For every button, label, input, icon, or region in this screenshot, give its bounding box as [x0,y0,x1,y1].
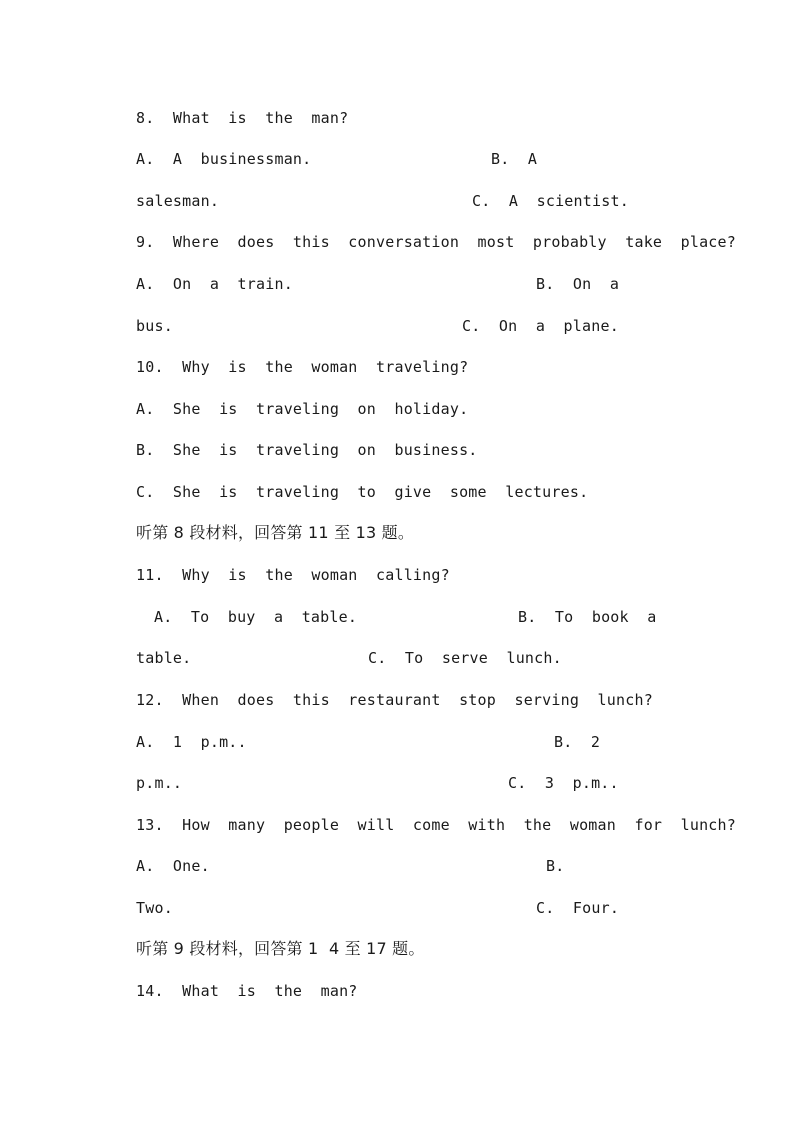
question-10-option-c-row [136,480,676,504]
question-9 [136,230,736,254]
question-10-text: 10. Why is the woman traveling? [136,358,469,376]
question-8 [136,106,676,130]
question-11-option-b-start: B. To book a [518,608,657,626]
question-13-text: 13. How many people will come with the woman for lunch? [136,816,736,834]
question-14-text: 14. What is the man? [136,982,358,1000]
question-11-text: 11. Why is the woman calling? [136,566,450,584]
question-8-option-a: A. A businessman. [136,150,312,168]
question-11-option-a: A. To buy a table. [154,608,358,626]
question-8-option-c: C. A scientist. [472,192,629,210]
question-11 [136,563,676,587]
question-12-option-a: A. 1 p.m.. [136,733,247,751]
question-9-option-b-end: bus. [136,317,173,335]
section-9-heading-row [136,937,676,961]
question-12-option-c: C. 3 p.m.. [508,774,619,792]
question-8-option-b-start: B. A [491,150,538,168]
question-11-option-b-end: table. [136,649,192,667]
question-13-option-a: A. One. [136,857,210,875]
question-10 [136,355,676,379]
question-10-option-b-row [136,438,676,462]
question-9-option-a: A. On a train. [136,275,293,293]
question-11-options-row-2 [136,646,676,670]
question-8-text: 8. What is the man? [136,109,349,127]
question-13-options-row-1 [136,854,676,878]
question-11-option-c: C. To serve lunch. [368,649,562,667]
section-8-heading-row [136,521,676,545]
question-9-text: 9. Where does this conversation most probably take place? [136,233,736,251]
question-8-options-row-1 [136,147,676,171]
question-13-option-b-start: B. [546,857,565,875]
question-13-options-row-2 [136,896,676,920]
question-9-option-b-start: B. On a [536,275,620,293]
question-12-text: 12. When does this restaurant stop serving lunch? [136,691,653,709]
question-9-options-row-1 [136,272,676,296]
question-12-options-row-1 [136,730,676,754]
question-12-options-row-2 [136,771,676,795]
question-10-option-a-row [136,397,676,421]
section-8-heading: 听第 8 段材料，回答第 11 至 13 题。 [136,523,415,542]
question-8-options-row-2 [136,189,676,213]
question-12-option-b-start: B. 2 [554,733,601,751]
question-8-option-b-end: salesman. [136,192,220,210]
question-11-options-row-1 [136,605,676,629]
question-12-option-b-end: p.m.. [136,774,183,792]
question-12 [136,688,676,712]
question-9-option-c: C. On a plane. [462,317,619,335]
question-10-option-b: B. She is traveling on business. [136,441,478,459]
section-9-heading: 听第 9 段材料，回答第 1 4 至 17 题。 [136,939,425,958]
question-14 [136,979,676,1003]
question-13-option-b-end: Two. [136,899,173,917]
question-13-option-c: C. Four. [536,899,620,917]
question-9-options-row-2 [136,314,676,338]
question-10-option-c: C. She is traveling to give some lectures. [136,483,589,501]
question-10-option-a: A. She is traveling on holiday. [136,400,469,418]
question-13 [136,813,736,837]
